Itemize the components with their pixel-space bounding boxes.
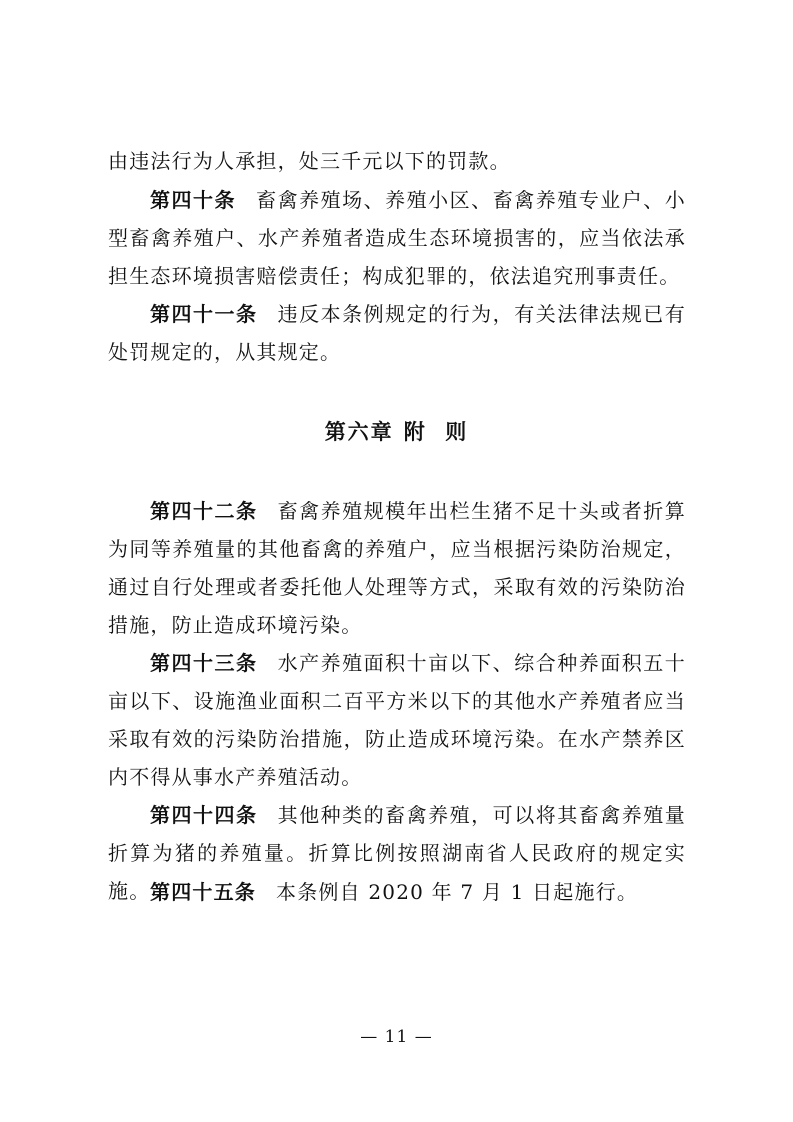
article-text: 本条例自 2020 年 7 月 1 日起施行。	[276, 880, 639, 904]
article-number: 第四十四条	[150, 803, 258, 827]
chapter-heading	[0, 416, 793, 446]
article-40	[108, 181, 686, 295]
article-number: 第四十五条	[150, 880, 256, 904]
article-number: 第四十二条	[150, 499, 258, 523]
article-43	[108, 644, 686, 796]
article-text: 水产养殖面积十亩以下、综合种养面积五十亩以下、设施渔业面积二百平方米以下的其他水产养殖者应当采取有效的污染防治措施，防止造成环境污染。在水产禁养区内不得从事水产养殖活动。	[108, 651, 686, 789]
continuation-text: 由违法行为人承担，处三千元以下的罚款。	[108, 149, 511, 173]
article-text: 其他种类的畜禽养殖，可以将其畜禽养殖量折算为猪的养殖量。折算比例按照湖南省人民政府的规定实施。	[108, 803, 686, 903]
article-number: 第四十三条	[150, 651, 258, 675]
article-number: 第四十一条	[150, 302, 258, 326]
article-42	[108, 492, 686, 644]
chapter-title: 附 则	[403, 420, 469, 444]
article-41	[108, 295, 686, 371]
continuation-paragraph	[108, 142, 686, 180]
article-text: 畜禽养殖场、养殖小区、畜禽养殖专业户、小型畜禽养殖户、水产养殖者造成生态环境损害的，应当依法承担生态环境损害赔偿责任；构成犯罪的，依法追究刑事责任。	[108, 188, 686, 288]
chapter-number: 第六章	[324, 420, 394, 444]
article-text: 畜禽养殖规模年出栏生猪不足十头或者折算为同等养殖量的其他畜禽的养殖户，应当根据污染防治规定，通过自行处理或者委托他人处理等方式，采取有效的污染防治措施，防止造成环境污染。	[108, 499, 686, 637]
article-text: 违反本条例规定的行为，有关法律法规已有处罚规定的，从其规定。	[108, 302, 686, 364]
article-number: 第四十条	[150, 188, 237, 212]
article-45	[108, 873, 686, 911]
page-number: — 11 —	[360, 1027, 433, 1047]
